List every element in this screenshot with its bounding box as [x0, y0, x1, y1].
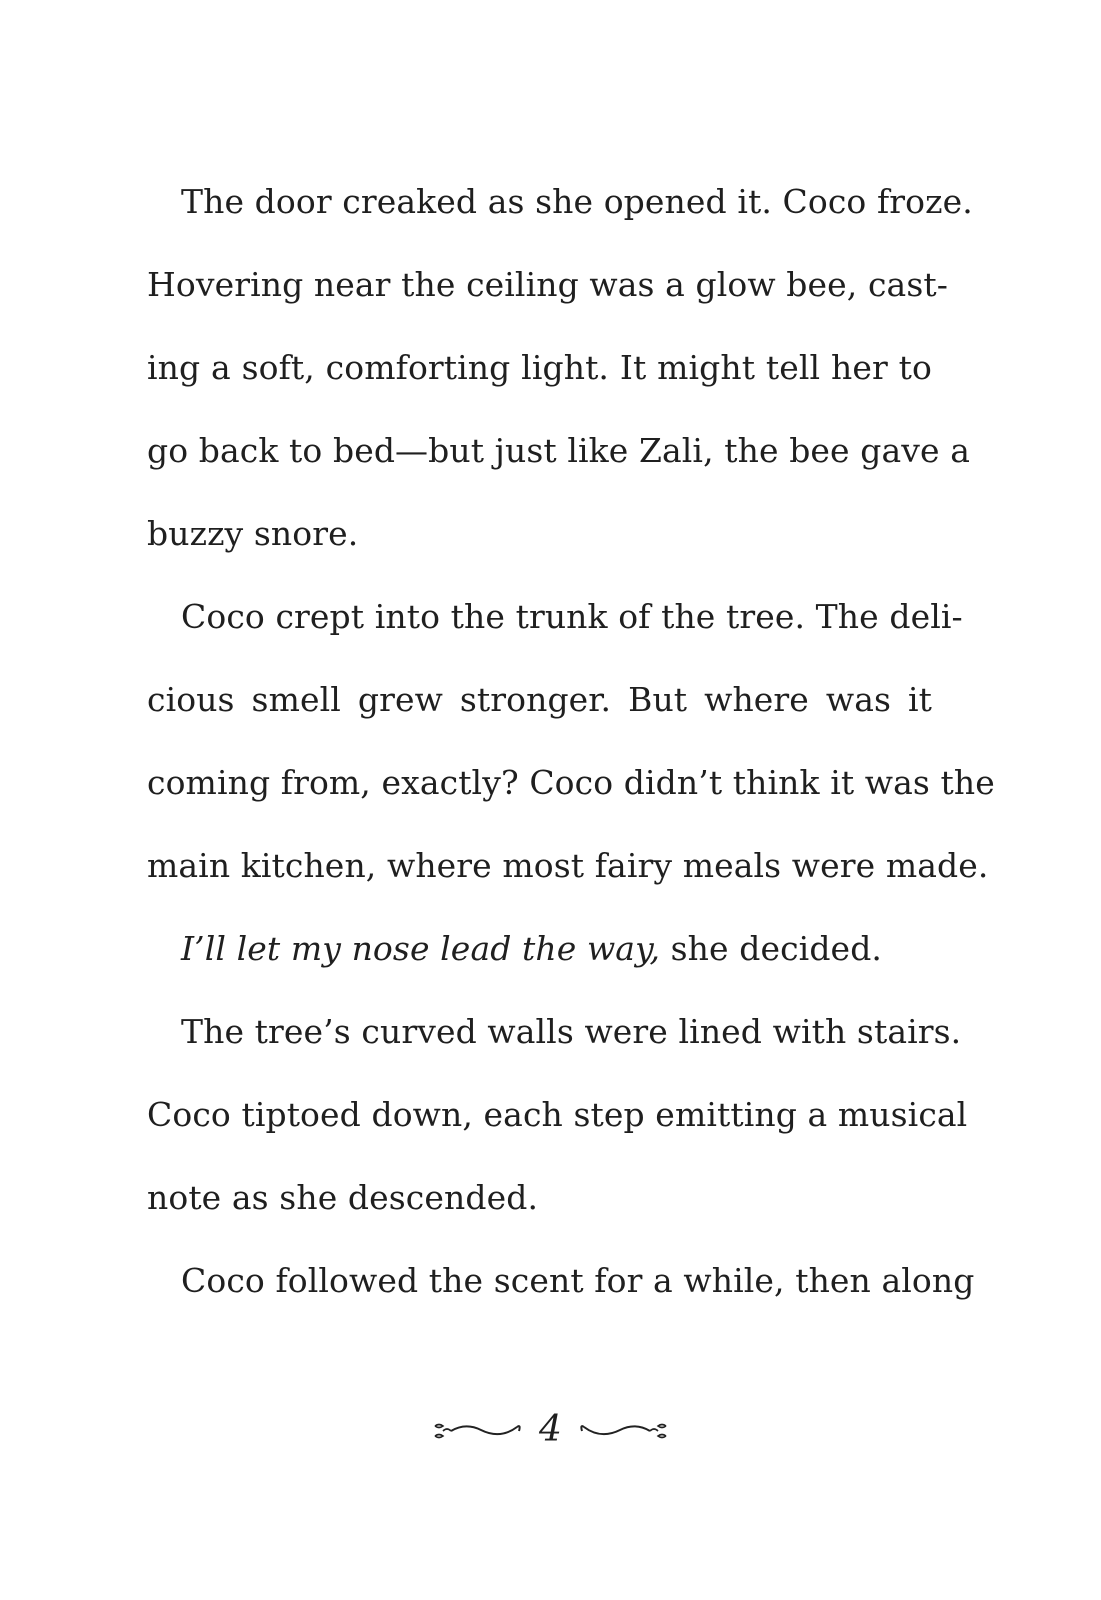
- text-line: coming from, exactly? Coco didn’t think it was the: [147, 763, 995, 802]
- text-line: ing a soft, comforting light. It might tell her to: [147, 348, 932, 387]
- right-flourish-icon: [576, 1416, 672, 1444]
- text-line: buzzy snore.: [147, 514, 359, 553]
- text-line: Hovering near the ceiling was a glow bee, cast-: [147, 265, 948, 304]
- page-folio: [0, 1400, 1101, 1460]
- text-line: note as she descended.: [147, 1178, 539, 1217]
- text-line: go back to bed—but just like Zali, the bee gave a: [147, 431, 971, 470]
- left-flourish-icon: [429, 1416, 525, 1444]
- text-line: main kitchen, where most fairy meals were made.: [147, 846, 989, 885]
- text-span: she decided.: [660, 929, 883, 968]
- body-text: [147, 177, 995, 1339]
- text-line: cious smell grew stronger. But where was it: [147, 680, 932, 719]
- italic-thought: I’ll let my nose lead the way,: [181, 929, 661, 968]
- text-line: Coco crept into the trunk of the tree. The deli-: [181, 597, 963, 636]
- page-number: 4: [539, 1409, 562, 1450]
- text-line: Coco tiptoed down, each step emitting a musical: [147, 1095, 968, 1134]
- text-line: [147, 924, 932, 1007]
- text-line: The door creaked as she opened it. Coco froze.: [181, 182, 973, 221]
- text-line: Coco followed the scent for a while, then along: [181, 1261, 975, 1300]
- text-line: The tree’s curved walls were lined with stairs.: [181, 1012, 962, 1051]
